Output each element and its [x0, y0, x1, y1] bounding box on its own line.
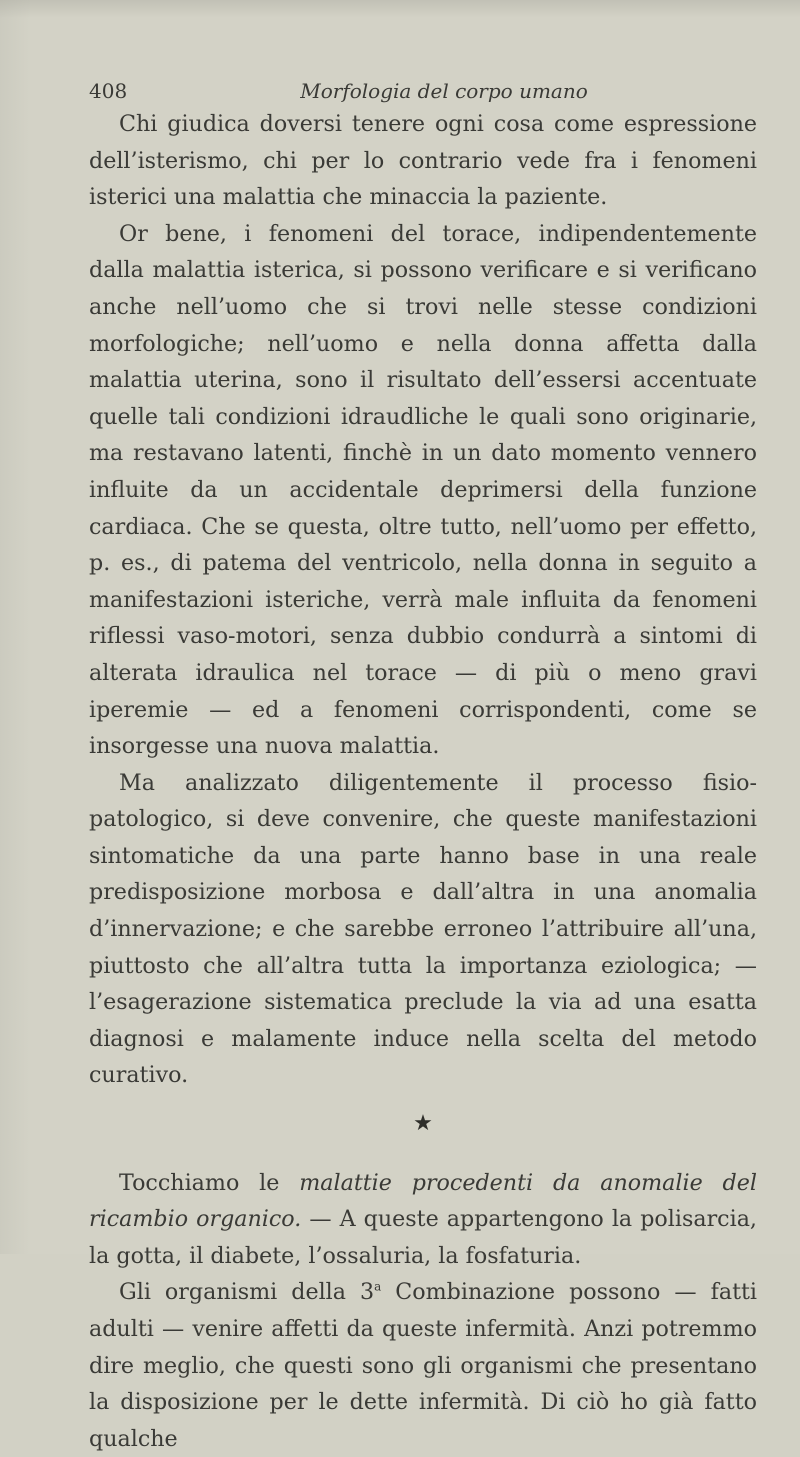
running-head: [89, 76, 759, 106]
section-italic-phrase: malattie procedenti da anomalie del ricambio organico.: [89, 1169, 757, 1233]
star-icon: ★: [413, 1111, 433, 1137]
paragraph-thorax-phenomena: Or bene, i fenomeni del torace, indipendentemente dalla malattia isterica, si possono verificare e si verificano anche nell’uomo che si trovi nelle stesse condizioni morfologiche; nell’uomo e nella donna affetta dalla malattia uterina, sono il risultato dell’essersi accentuate quelle tali condizioni idraudliche le quali sono originarie, ma restavano latenti, finchè in un dato momento vennero influite da un accidentale deprimersi della funzione cardiaca. Che se questa, oltre tutto, nell’uomo per effetto, p. es., di patema del ventricolo, nella donna in seguito a manifestazioni isteriche, verrà male influita da fenomeni riflessi vaso-motori, senza dubbio condurrà a sintomi di alterata idraulica nel torace — di più o meno gravi iperemie — ed a fenomeni corrispondenti, come se insorgesse una nuova malattia.: [89, 220, 757, 760]
paragraph-third-combination: [89, 1274, 757, 1457]
section-rest: — A queste appartengono la polisarcia, la gotta, il diabete, l’ossaluria, la fosfaturia.: [89, 1206, 757, 1269]
section-lead: Tocchiamo le: [119, 1169, 300, 1196]
third-combination-rest: Combinazione possono — fatti adulti — venire affetti da queste infermità. Anzi potremmo dire meglio, che questi sono gli organismi che presentano la disposizione per le dette infermità. Di ciò ho già fatto qualche: [89, 1279, 757, 1452]
page-number: 408: [89, 79, 128, 103]
section-separator: [89, 1106, 757, 1143]
paragraph-hysteria-opinions: Chi giudica doversi tenere ogni cosa come espressione dell’isterismo, chi per lo contrario vede fra i fenomeni isterici una malattia che minaccia la paziente.: [89, 111, 757, 211]
body-text: [89, 106, 757, 1457]
paragraph-pathophysiology: Ma analizzato diligentemente il processo fisio-patologico, si deve convenire, che queste manifestazioni sintomatiche da una parte hanno base in una reale predisposizione morbosa e dall’altra in una anomalia d’innervazione; e che sarebbe erroneo l’attribuire all’una, piuttosto che all’altra tutta la importanza eziologica; — l’esagerazione sistematica preclude la via ad una esatta diagnosi e malamente induce nella scelta del metodo curativo.: [89, 769, 757, 1089]
running-title: Morfologia del corpo umano: [300, 79, 588, 103]
ordinal-suffix: a: [374, 1280, 382, 1295]
paragraph-metabolic-diseases: [89, 1165, 757, 1275]
third-combination-lead: Gli organismi della 3: [119, 1279, 375, 1306]
